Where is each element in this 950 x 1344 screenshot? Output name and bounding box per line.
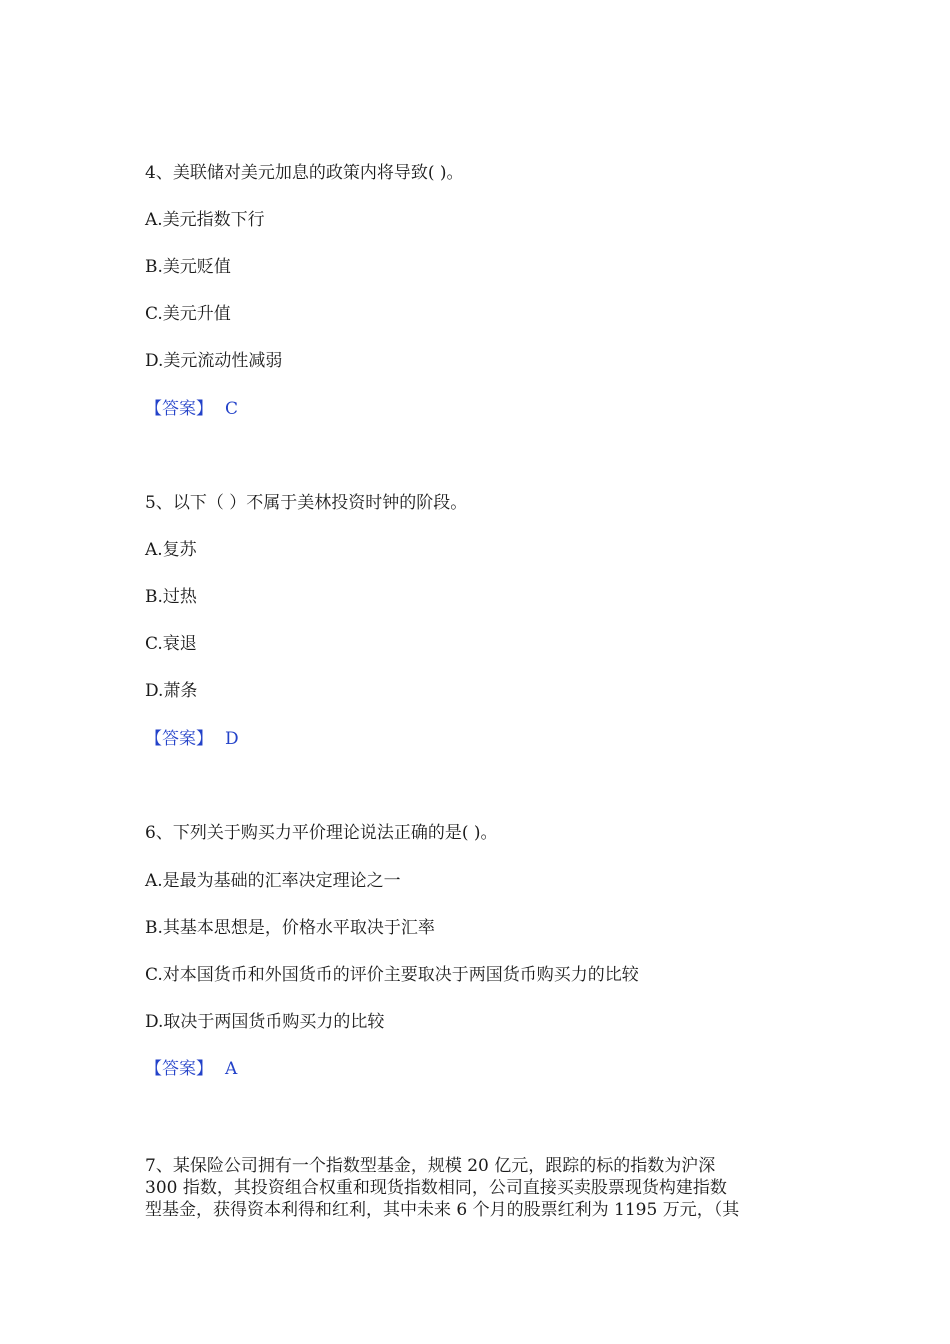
question-5-stem: 5、以下（ ）不属于美林投资时钟的阶段。 [145,493,468,513]
question-5-answer [145,728,239,750]
answer-label: 【答案】 [145,1059,213,1079]
question-4-answer [145,398,238,420]
question-4-option-a: A.美元指数下行 [145,210,265,230]
question-6-answer [145,1058,237,1080]
question-7-line-1: 7、某保险公司拥有一个指数型基金，规模 20 亿元，跟踪的标的指数为沪深 [145,1156,716,1176]
answer-value: C [225,399,239,419]
question-5-option-b: B.过热 [145,587,197,607]
question-7-line-3: 型基金，获得资本利得和红利，其中未来 6 个月的股票红利为 1195 万元，（其 [145,1200,740,1220]
question-7-line-2: 300 指数，其投资组合权重和现货指数相同，公司直接买卖股票现货构建指数 [145,1178,727,1198]
answer-value: A [225,1059,238,1079]
question-6-option-c: C.对本国货币和外国货币的评价主要取决于两国货币购买力的比较 [145,965,639,985]
question-5-option-c: C.衰退 [145,634,197,654]
question-6-stem: 6、下列关于购买力平价理论说法正确的是( )。 [145,823,498,843]
question-4-option-c: C.美元升值 [145,304,231,324]
question-4-option-b: B.美元贬值 [145,257,231,277]
question-6-option-a: A.是最为基础的汇率决定理论之一 [145,871,401,891]
question-7-stem [145,1155,795,1221]
question-6-option-d: D.取决于两国货币购买力的比较 [145,1012,385,1032]
question-4-stem: 4、美联储对美元加息的政策内将导致( )。 [145,163,464,183]
question-4-option-d: D.美元流动性减弱 [145,351,283,371]
question-5-option-d: D.萧条 [145,681,198,701]
answer-value: D [225,729,239,749]
answer-label: 【答案】 [145,399,213,419]
question-5-option-a: A.复苏 [145,540,197,560]
answer-label: 【答案】 [145,729,213,749]
question-6-option-b: B.其基本思想是，价格水平取决于汇率 [145,918,435,938]
